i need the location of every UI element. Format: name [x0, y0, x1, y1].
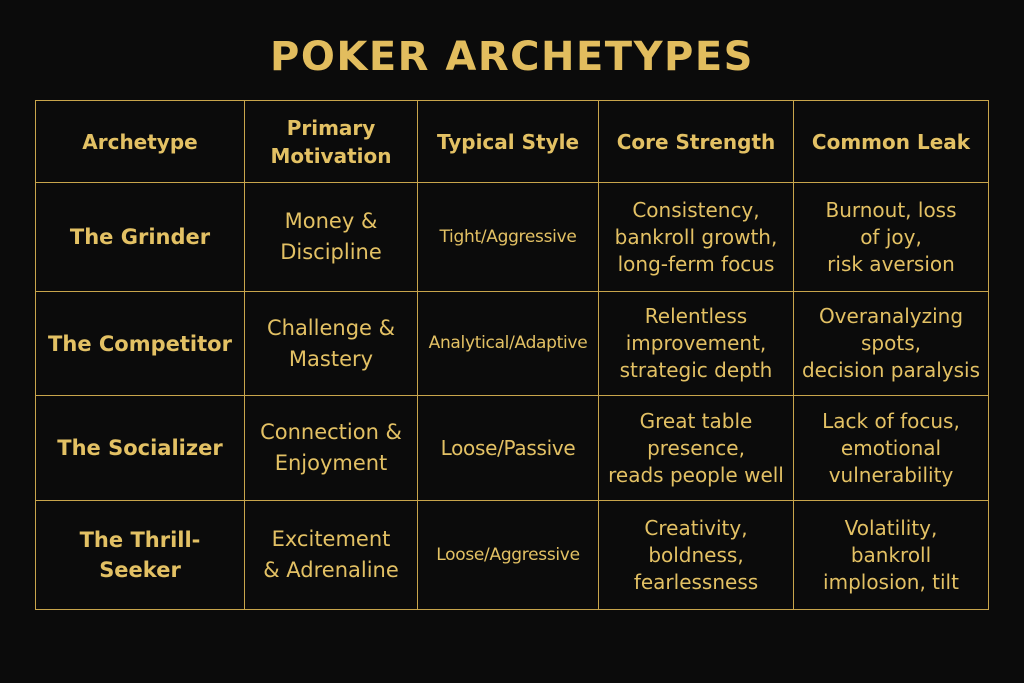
header-archetype: Archetype — [36, 101, 245, 183]
archetype-cell: The Socializer — [36, 396, 245, 501]
leak-cell: Overanalyzing spots, decision paralysis — [794, 292, 989, 396]
strength-cell: Consistency, bankroll growth, long-ferm focus — [599, 183, 794, 292]
leak-cell: Volatility, bankroll implosion, tilt — [794, 501, 989, 610]
motivation-cell: Challenge & Mastery — [245, 292, 418, 396]
table-row — [36, 183, 989, 292]
table-row — [36, 501, 989, 610]
table-row — [36, 292, 989, 396]
leak-cell: Lack of focus, emotional vulnerability — [794, 396, 989, 501]
archetype-cell: The Thrill- Seeker — [36, 501, 245, 610]
header-typical-style: Typical Style — [418, 101, 599, 183]
header-primary-motivation: Primary Motivation — [245, 101, 418, 183]
motivation-cell: Excitement & Adrenaline — [245, 501, 418, 610]
motivation-cell: Connection & Enjoyment — [245, 396, 418, 501]
archetypes-table — [35, 100, 989, 610]
strength-cell: Great table presence, reads people well — [599, 396, 794, 501]
table-row — [36, 396, 989, 501]
leak-cell: Burnout, loss of joy, risk aversion — [794, 183, 989, 292]
motivation-cell: Money & Discipline — [245, 183, 418, 292]
header-common-leak: Common Leak — [794, 101, 989, 183]
style-cell: Loose/Aggressive — [418, 501, 599, 610]
style-cell: Loose/Passive — [418, 396, 599, 501]
archetype-cell: The Grinder — [36, 183, 245, 292]
header-row — [36, 101, 989, 183]
style-cell: Tight/Aggressive — [418, 183, 599, 292]
strength-cell: Creativity, boldness, fearlessness — [599, 501, 794, 610]
strength-cell: Relentless improvement, strategic depth — [599, 292, 794, 396]
header-core-strength: Core Strength — [599, 101, 794, 183]
style-cell: Analytical/Adaptive — [418, 292, 599, 396]
archetype-cell: The Competitor — [36, 292, 245, 396]
page-title: POKER ARCHETYPES — [270, 34, 754, 80]
